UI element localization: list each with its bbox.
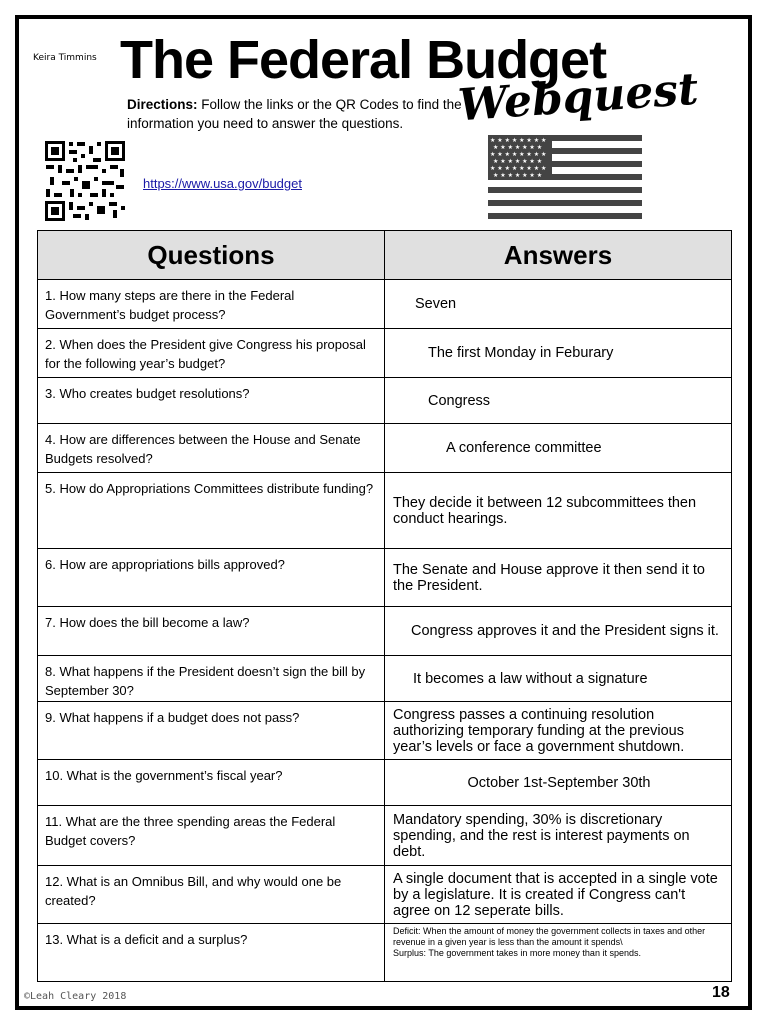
table-row xyxy=(38,806,732,866)
table-row xyxy=(38,378,732,424)
question-cell: 9. What happens if a budget does not pass? xyxy=(38,702,385,760)
answer-cell xyxy=(385,607,732,656)
table-row xyxy=(38,760,732,806)
answer-text: It becomes a law without a signature xyxy=(413,670,648,687)
directions xyxy=(127,95,467,133)
answer-cell xyxy=(385,329,732,378)
question-cell: 7. How does the bill become a law? xyxy=(38,607,385,656)
table-row xyxy=(38,607,732,656)
answer-text: The first Monday in Feburary xyxy=(428,345,614,361)
answer-cell xyxy=(385,924,732,982)
svg-text:★ ★ ★ ★ ★ ★ ★: ★ ★ ★ ★ ★ ★ ★ xyxy=(493,144,543,151)
page-subtitle: Webquest xyxy=(456,63,700,132)
table-row xyxy=(38,329,732,378)
questions-header: Questions xyxy=(38,231,385,280)
answers-header: Answers xyxy=(385,231,732,280)
question-cell: 8. What happens if the President doesn’t sign the bill by September 30? xyxy=(38,656,385,702)
answer-text: Seven xyxy=(415,296,457,312)
table-header-row xyxy=(38,231,732,280)
answer-cell xyxy=(385,280,732,329)
svg-text:★ ★ ★ ★ ★ ★ ★: ★ ★ ★ ★ ★ ★ ★ xyxy=(493,158,543,165)
page-title: The Federal Budget xyxy=(120,30,607,90)
svg-text:★ ★ ★ ★ ★ ★ ★ ★: ★ ★ ★ ★ ★ ★ ★ ★ xyxy=(490,137,547,144)
answer-cell xyxy=(385,378,732,424)
copyright: ©Leah Cleary 2018 xyxy=(24,991,127,1002)
svg-text:★ ★ ★ ★ ★ ★ ★ ★: ★ ★ ★ ★ ★ ★ ★ ★ xyxy=(490,165,547,172)
table-row xyxy=(38,702,732,760)
table-row xyxy=(38,280,732,329)
answer-cell: A single document that is accepted in a single vote by a legislature. It is created if Congress can't agree on 12 seperate bills. xyxy=(385,866,732,924)
answer-cell: The Senate and House approve it then send it to the President. xyxy=(385,549,732,607)
budget-link[interactable]: https://www.usa.gov/budget xyxy=(143,176,302,191)
author-name: Keira Timmins xyxy=(33,53,97,63)
question-cell: 11. What are the three spending areas the Federal Budget covers? xyxy=(38,806,385,866)
qr-code[interactable] xyxy=(44,140,126,222)
answer-cell xyxy=(385,424,732,473)
answer-cell: Mandatory spending, 30% is discretionary spending, and the rest is interest payments on debt. xyxy=(385,806,732,866)
table-row xyxy=(38,549,732,607)
directions-label: Directions: xyxy=(127,97,198,112)
question-cell: 4. How are differences between the House and Senate Budgets resolved? xyxy=(38,424,385,473)
question-cell: 5. How do Appropriations Committees distribute funding? xyxy=(38,473,385,549)
answer-text: Congress xyxy=(428,392,491,409)
page-number: 18 xyxy=(712,984,730,1001)
table-row xyxy=(38,473,732,549)
answer-text: Congress approves it and the President signs it. xyxy=(411,623,719,639)
question-cell: 13. What is a deficit and a surplus? xyxy=(38,924,385,982)
question-cell: 1. How many steps are there in the Federal Government’s budget process? xyxy=(38,280,385,329)
us-flag-image xyxy=(488,135,642,219)
answer-cell: Congress passes a continuing resolution authorizing temporary funding at the previous year’s levels or face a government shutdown. xyxy=(385,702,732,760)
answer-cell xyxy=(385,656,732,702)
table-row xyxy=(38,656,732,702)
questions-table xyxy=(37,230,732,982)
question-cell: 2. When does the President give Congress his proposal for the following year’s budget? xyxy=(38,329,385,378)
answer-cell: They decide it between 12 subcommittees then conduct hearings. xyxy=(385,473,732,549)
table-row xyxy=(38,424,732,473)
svg-text:★ ★ ★ ★ ★ ★ ★ ★: ★ ★ ★ ★ ★ ★ ★ ★ xyxy=(490,151,547,158)
directions-text: Follow the links or the QR Codes to find the information you need to answer the questions. xyxy=(127,97,462,131)
deficit-definition: Deficit: When the amount of money the government collects in taxes and other revenue in a given year is less than the amount it spends\ xyxy=(393,926,706,947)
svg-text:★ ★ ★ ★ ★ ★ ★: ★ ★ ★ ★ ★ ★ ★ xyxy=(493,172,543,179)
surplus-definition: Surplus: The government takes in more money than it spends. xyxy=(393,948,641,958)
table-row xyxy=(38,924,732,982)
answer-cell: October 1st-September 30th xyxy=(385,760,732,806)
question-cell: 12. What is an Omnibus Bill, and why would one be created? xyxy=(38,866,385,924)
question-cell: 3. Who creates budget resolutions? xyxy=(38,378,385,424)
question-cell: 10. What is the government’s fiscal year? xyxy=(38,760,385,806)
answer-text: A conference committee xyxy=(446,440,602,456)
question-cell: 6. How are appropriations bills approved? xyxy=(38,549,385,607)
table-row xyxy=(38,866,732,924)
